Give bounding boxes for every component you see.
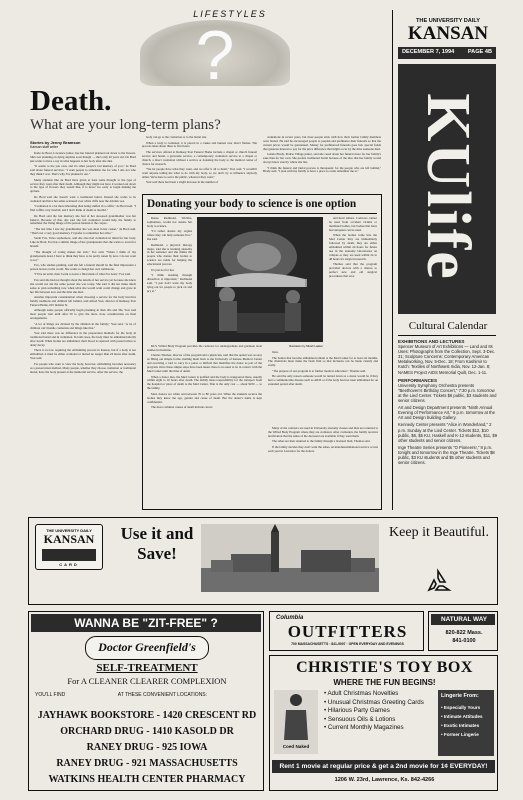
calendar-entry: Kennedy Center presents "Alice in Wonderland," 2 p.m. Sunday at the Lied Center. Tickets $12, $10 public, $6, $5 KU, Haskell and K-12 students, $11, $9 other students and senior citizens. [398,422,498,443]
article-paragraph: Fox, who studies painting, said she felt a funeral should be the final impression a person leaves on the world. She wants to design her own tombstone. [30,263,136,271]
card-left-text: Use it and Save! [120,524,194,563]
recycle-icon [423,568,453,598]
article-paragraph: Yost said there was no difference in the preparation methods for the body in traditional burial and in cremation. In both cases, the body must be embalmed shortly after death. When bodies are embalmed, their blood is replaced with preservatives to delay decay. [30,331,136,347]
sidebar-paragraph: "I think learning through dissection is important," Redmond said. "I just don't want my body lying out for people to pick on and pry at." [147,273,192,293]
sidebar-right-column [329,217,377,345]
article-paragraph: "The last time I saw my grandmother she was dead in her casket," de Bord said. "That's not a very good memory. I'd prefer to remember her alive." [30,226,136,235]
sidebar-paragraph: The ashes are then returned to the family through a licensed mail, Thomas said. [272,439,371,444]
bullet-icon: • [324,715,328,723]
lingerie-item: • Especially Yours [441,705,481,710]
kansan-card [35,524,103,570]
location-item: RANEY DRUG - 921 MASSACHUSETTS [56,758,238,769]
article-paragraph: De Bord said she doesn't want a traditional burial. Instead she wants to be cremated and have her ashes scattered over white cliffs near the Atlantic sea. [30,194,136,203]
article-paragraph: "A lot of things are dictated by the children in the family," Yost said. "A lot of children can't handle cremation and things like that." [30,321,136,330]
article-column-1 [30,152,136,507]
article-paragraph: Sarah Fox, Tulsa sophomore, said she also had cremation in mind for her body. Like de Bord, Fox has a similar image of her grandparents that she wants to avoid for herself. [30,236,136,249]
vertical-title-panel [398,64,496,314]
article-paragraph: "I think the funeral and burial process is therapeutic for the people who are left behind," Brady said. "I plan with my family to have a place to come remember me at." [263,165,381,174]
sidebar-illustration [197,217,323,342]
calendar-entry: Spencer Museum of Art Exhibitions — Land and Its Uses: Photographs from the Collection, Sept. 3-Dec. 31; Sculpture Concerns: Contemporary American Metalworking, Nov. 5-Dec. 18; From Kashimir to Kutch: Textiles of Northwest India, Nov. 12-Jan. 8; NAMES Project AIDS Memorial Quilt, Dec. 1-11. [398,344,496,375]
doctor-name: Doctor Greenfield's [98,640,196,654]
sidebar-paragraph: It's just not for her. [151,267,175,272]
christies-items [324,690,436,733]
masthead-name: KANSAN [407,23,489,44]
christies-item: • Adult Christmas Novelties [324,690,399,697]
article-paragraph: The services offered at Rumsey-Yost Funeral Home include a chapel or church funeral service and burial, a graveside service, a contemporary cremation service at a chapel or church, a direct cremation without a service or donating the body to the medical center of choice for research. [142,149,257,166]
address-line: 1206 W. 23rd, Lawrence, Ks. 842-4266 [334,777,435,783]
sidebar-paragraph: The most common causes of death include cancer [151,405,213,410]
article-paragraph: body can go to the cremation or to the burial site. [146,136,207,139]
bullet-icon: • [324,698,328,706]
natural-way-name: NATURAL WAY [440,615,488,623]
article-paragraph: Yost said there had been a slight increase in the number of [146,180,219,185]
coed-naked-image [274,690,318,754]
columbia-logo: Columbia [276,615,304,621]
article-paragraph: Many students like de Bord have given at least some thought to the type of service they want after their death. Although they might not have it worked out down to the type of flowers they would like, it is never too early to begin making the options. [30,177,136,194]
sidebar-lower-left [147,345,262,505]
coed-naked-label: Coed Naked [282,744,310,749]
lingerie-item: • Exotic Intimates [441,723,480,728]
article-paragraph: "We let people have what they want, and we offer it all to them," Yost said. "I wouldn't want anyone telling me what to do with my body, so we don't try to influence anybody either. We're here to serve the public, whatever they want." [142,167,257,179]
rent-banner [272,760,495,773]
sidebar-paragraph: Redmond, a physical therapy major, said she is learning anatomy in her semester and she thinks the people who donate their bodies to science are noble for helping the educational process. [147,242,192,267]
sidebar-paragraph: "The purpose of our program is to further medical education," Thomas said. [272,368,366,373]
article-paragraph: "The thought of voting makes me sick," Fox said. "When I think of my grandparents dead, I have to think they have to be pretty rotten by now. I do not want to rot." [30,249,136,262]
question-illustration [140,16,290,94]
campus-skyline-photo [201,524,379,592]
bullet-icon: • [324,690,328,697]
bullet-icon: • [324,724,328,732]
byline-role: Kansan staff writer [30,145,59,149]
sidebar-paragraph: "I'd rather donate my organs where they can help someone live," she said. [147,229,192,242]
location-item: ORCHARD DRUG - 1410 KASOLD DR [60,726,234,737]
article-paragraph: Joanna Brady, Prairie Village junior, said she cared about her funeral more for her family's sake than for her own. She prefers traditional burial because of the idea that her family would always know exactly where she lies. [263,152,381,165]
zit-banner: WANNA BE "ZIT-FREE" ? [74,616,218,630]
natural-way-address: 820-822 Mass. [445,630,483,636]
masthead-date-bar [398,47,496,59]
byline: Stories by Jenny Bramson [30,140,81,145]
zit-complexion: For A CLEANER CLEARER COMPLEXION [67,676,227,686]
question-mark: ? [195,16,235,94]
zit-self-treatment: SELF-TREATMENT [96,662,198,674]
article-paragraph: Fox said she had not thought about the details of her service yet because she knew she would not die the same person she was today. She said it did not make much sense to plan something now when what she would want could change and grow in her life between now and the time she died. [30,277,136,294]
sidebar-paragraph: Thomas said that the program provided doctors with a chance to perfect new and old surgical procedures that save [329,262,377,278]
photo-credit: Illustration by Micah Laaker [288,344,323,348]
sidebar-paragraph: and heart failure. Cadavers cannot be used from accident victims or mutilated bodies, but bodies that have had autopsies can be used. [329,217,377,232]
article-paragraph: "Cremation is a lot more liberating than being stuffed in a coffin," de Bord said. "I find coffins very morbid, and I don't think of death as morbid." [30,204,136,213]
sidebar-paragraph: Renee Redmond, Wichita, sophomore, would not donate her body to science. [147,217,192,228]
card-name: KANSAN [43,532,95,546]
calendar-entry: Art and Design Department presents "Ninth Annual Evening of Performance Art," 8 p.m. tomorrow at the Art and Design building Gallery. [398,405,495,421]
christies-item: • Sensuous Oils & Lotions [324,715,396,723]
sidebar-paragraph: If the family decides they don't want the ashes, an interdenominational service occurs each year in Lawrence for the donors. [268,444,378,453]
article-paragraph: "I'll be an artist, then I want to leave a final mark of what I've been," Fox said. [34,272,131,277]
sidebar-left-column [147,217,192,345]
card-label: CARD [59,562,79,567]
lingerie-title: Lingerie From: [441,693,479,699]
christies-title: CHRISTIE'S TOY BOX [296,659,473,676]
article-paragraph: De Bord said the last memory she had of her deceased grandmother was her funeral. Because of this, she said she felt cremation would help the family to remember the living image of the person instead of the corpse. [30,213,136,226]
sidebar-bottom-col-1 [268,351,378,425]
calendar-section-title: EXHIBITIONS AND LECTURES [398,339,465,344]
outfitters-name: OUTFITTERS [287,622,408,641]
article-paragraph: Although some people officially begin planning in their 20s and 30s, Yost said most people wait until after 50 to give the more close consideration on final arrangements. [30,308,136,321]
calendar-entry: Inge Theatre Series presents "O Pioneers!," 8 p.m. tonight and tomorrow in the Inge Theatre. Tickets $8 public, $3 KU students and $5 other students and senior citizens. [398,444,495,466]
sidebar-paragraph: KU's Willed Body Program provides the cadavers for undergraduate and graduate level studies in medicine. [147,345,262,352]
sidebar-paragraph: The bodies that become embalmed remain at the Med Center for at least six months. The chemicals must make the flesh firm so that incisions can be made cleanly and easily. [268,355,378,368]
calendar-section-title: PERFORMANCES [398,377,438,383]
card-right-text: Keep it Beautiful. [389,525,489,540]
doctor-logo [85,636,209,660]
article-paragraph: Katie de Bord, Lawrence junior, has her funeral planned out down to the flowers. She's not planning on dying anytime soon though — she's only 20 years old. De Bord just wants to have a say in what happens to her body after she dies. [30,152,136,163]
article-paragraph: When a body is cremated, it is placed in a casket and burned over direct flames. The process takes about three to five hours. [142,140,257,149]
article-paragraph: "It seems to me you own, and it's other people's last memory of you," de Bord said about funeral services. "I want people to remember me for who I am, not who they think I was. That's why I've planned it out." [30,164,136,177]
article-paragraph: Another important consideration when choosing a service for the body involves family traditions and children left behind, said Alfred Yost, director of Rumsey-Yost Funeral Home, 601 Indiana St. [30,295,136,307]
christies-ad [269,655,498,791]
location-item: WATKINS HEALTH CENTER PHARMACY [48,774,246,785]
christies-item: • Unusual Christmas Greeting Cards [324,698,424,706]
zit-find-tail: AT THESE CONVENIENT LOCATIONS: [117,692,208,698]
location-item: RANEY DRUG - 925 IOWA [86,742,208,753]
christies-item: • Current Monthly Magazines [324,724,404,732]
zit-find [35,692,259,698]
vertical-title: KUlife [414,93,482,281]
bullet-icon: • [324,707,328,715]
natural-way-phone: 841-0100 [452,638,476,644]
calendar-entry: University Symphony Orchestra presents "Beethoven's Birthday Concert," 7:30 p.m. tomorrow at the Lied Center. Tickets $6 public, $3 students and senior citizens. [398,382,497,404]
calendar-list [398,339,498,465]
sidebar-paragraph: lives. [272,351,279,354]
christies-item: • Hilarious Party Games [324,707,390,715]
sidebar-paragraph: Charles Thomas, director of the program and a physician, said that the option was as easy as filling out simple forms, mailing them back to the University of Kansas Medical Center and receiving a card to carry in a purse or billfold that identifies the donor as part of the program. Once these simple steps have been taken, there is no need to be in contact with the Med Center until the time of death. [147,353,262,374]
location-item: JAYHAWK BOOKSTORE - 1420 CRESCENT RD [37,710,257,721]
subhead: What are your long-term plans? [30,117,221,133]
lingerie-item: • Former Lingerie [441,732,479,737]
sidebar-paragraph: He said the only reason someone would be turned down as a donor would be if they had a communicable disease such as AIDS or if the body had not been embalmed for an extended period after death. [268,374,378,387]
article-paragraph: For people who want to view the body, however, embalming becomes necessary as a preservation method. Many people, whether they choose cremation or traditional burial, have the body present at the memorial service. After the service, the [30,361,136,374]
sidebar-paragraph: Most donors are white and between 70 to 80 years old. When the students receive the bodies they know the age, gender and cause of death. But the donor's name is kept confidential. [147,391,262,404]
lingerie-item: • Intimate Attitudes [441,714,483,719]
masthead-page: PAGE 4B [467,49,492,55]
masthead-top: THE UNIVERSITY DAILY [415,18,481,24]
outfitters-tagline: 700 MASSACHUSETTS · 841-9007 · OPEN EVERYDAY AND EVENINGS [291,642,404,646]
section-label: LIFESTYLES [193,9,267,19]
calendar-title: Cultural Calendar [408,320,488,332]
article-column-3 [263,136,381,191]
masthead-date: DECEMBER 7, 1994 [402,49,455,55]
zit-banner-bar [31,614,261,632]
outfitters-ad [269,611,424,651]
sidebar-bottom-col-2 [268,427,378,505]
article-paragraph: There is no law requiring the embalming process in Kansas, but if a body is not embalmed, it must be either cremated or buried no longer than 24 hours after death, Yost said. [30,348,136,361]
lingerie-box [438,690,494,756]
zit-free-ad [28,611,264,791]
natural-way-ad [428,611,498,651]
sidebar-paragraph: When the bodies come into the Med Center they are immediately followed by death, they are either embalmed within 24 hours for future use in the anatomy laboratories on campus or they are used within 24 to 48 hours for surgical research. [329,233,377,261]
headline: Death. [30,85,112,117]
sidebar-box [142,194,382,510]
christies-subtitle: WHERE THE FUN BEGINS! [333,678,436,687]
rent-line: Rent 1 movie at regular price & get a 2nd movie for 1¢ EVERYDAY! [279,762,488,770]
article-column-2 [142,136,257,191]
card-top: THE UNIVERSITY DAILY [46,528,92,533]
sidebar-paragraph: When a donor dies, the Med Center is notified and the body is transported there, usually within eight to 10 hours after death. The family takes responsibility for the transport from the hospital or place of death to the Med Center. That is the only cost — about $100 — to the family. [147,374,262,391]
kansan-card-ad [28,517,498,605]
article-paragraph: cremations in recent years, but most people stick with how their former family members were buried. He said he encouraged people to preplan and prefinance their funerals so that the current prices would be guaranteed. Money for prefinanced funerals goes into special funds that generate interest to pay for the price difference that might occur by the time someone died. [263,136,381,151]
sidebar-headline: Donating your body to science is one option [147,198,357,210]
zit-locations [33,708,261,788]
sidebar-paragraph: Many of the cadavers are used in University anatomy classes and then are returned to the Willed Body Program where they are cremated. After cremation, the family receives notification that the ashes of the deceased are available if they want them. [268,427,378,438]
zit-find-lead: YOU'LL FIND [35,692,66,698]
